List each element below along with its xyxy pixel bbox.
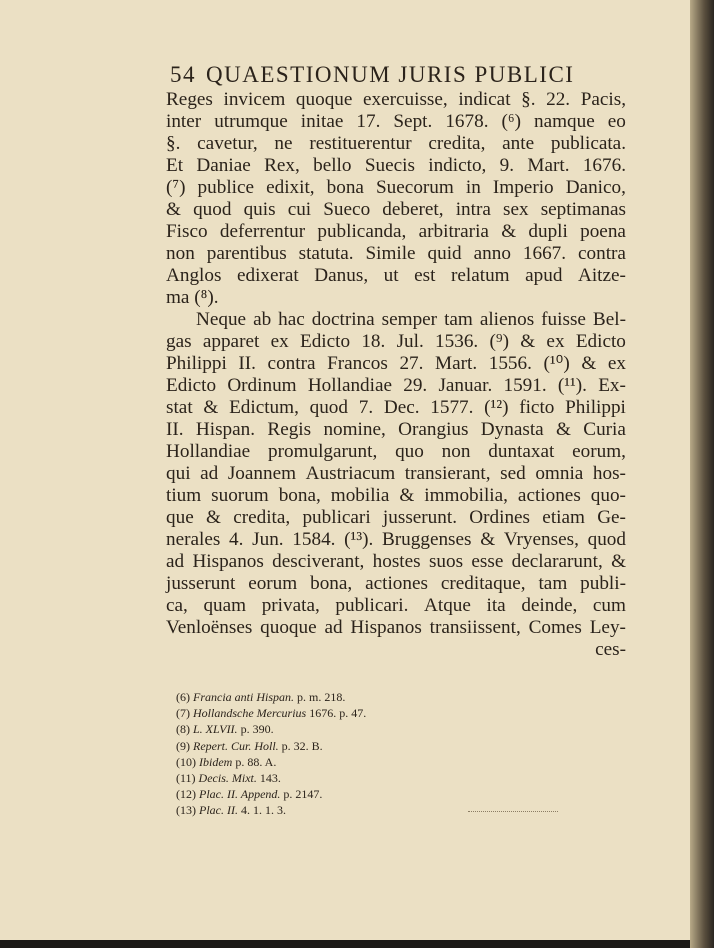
footnote	[176, 770, 476, 786]
footnote	[176, 689, 476, 705]
footnote	[176, 802, 476, 818]
text-line: Venloënses quoque ad Hispanos transiissent, Comes Ley-	[166, 617, 626, 638]
text-line: non parentibus statuta. Simile quid anno 1667. contra	[166, 243, 626, 264]
page-number: 54	[170, 62, 196, 87]
text-line: Fisco deferrentur publicanda, arbitraria & dupli poena	[166, 221, 626, 242]
text-line: tium suorum bona, mobilia & immobilia, actiones quo-	[166, 485, 626, 506]
text-line: ad Hispanos desciverant, hostes suos esse declararunt, &	[166, 551, 626, 572]
footnote-ref: p. 2147.	[283, 787, 323, 802]
text-line: Neque ab hac doctrina semper tam alienos fuisse Bel-	[196, 309, 626, 330]
footnote	[176, 754, 476, 770]
text-line: ca, quam privata, publicari. Atque ita deinde, cum	[166, 595, 626, 616]
running-header	[170, 62, 630, 88]
footnote-source: L. XLVII.	[193, 722, 238, 737]
footnote-mark: (11)	[176, 771, 196, 786]
footnote-ref: 143.	[259, 771, 281, 786]
footnote-mark: (10)	[176, 754, 196, 769]
footnote-source: Decis. Mixt.	[198, 771, 257, 786]
footnote-ref: p. 390.	[240, 722, 274, 737]
footnote-source: Francia anti Hispan.	[193, 690, 294, 704]
footnote-mark: (13)	[176, 803, 196, 818]
footnote-source: Plac. II. Append.	[199, 787, 281, 802]
text-line: Reges invicem quoque exercuisse, indicat §. 22. Pacis,	[166, 89, 626, 110]
text-line: inter utrumque initae 17. Sept. 1678. (⁶) namque eo	[166, 111, 626, 132]
text-line: (⁷) publice edixit, bona Suecorum in Imperio Danico,	[166, 177, 626, 198]
footnote-source: Repert. Cur. Holl.	[193, 738, 279, 753]
text-line: II. Hispan. Regis nomine, Orangius Dynasta & Curia	[166, 419, 626, 440]
text-line: ma (⁸).	[166, 287, 219, 308]
text-line: que & credita, publicari jusserunt. Ordines etiam Ge-	[166, 507, 626, 528]
footnote-mark: (6)	[176, 690, 190, 704]
footnotes	[176, 689, 476, 819]
footnote-mark: (9)	[176, 738, 190, 753]
footnote-source: Plac. II.	[199, 803, 238, 818]
text-line: gas apparet ex Edicto 18. Jul. 1536. (⁹) & ex Edicto	[166, 331, 626, 352]
text-line: §. cavetur, ne restituerentur credita, ante publicata.	[166, 133, 626, 154]
text-line: Anglos edixerat Danus, ut est relatum apud Aitze-	[166, 265, 626, 286]
text-line: & quod quis cui Sueco deberet, intra sex septimanas	[166, 199, 626, 220]
footnote	[176, 721, 476, 737]
text-line: Edicto Ordinum Hollandiae 29. Januar. 1591. (¹¹). Ex-	[166, 375, 626, 396]
footnote-mark: (7)	[176, 706, 190, 721]
footnote-mark: (8)	[176, 722, 190, 737]
footnote-ref: p. m. 218.	[297, 690, 346, 704]
text-line: nerales 4. Jun. 1584. (¹³). Bruggenses & Vryenses, quod	[166, 529, 626, 550]
footnote-ref: 4. 1. 1. 3.	[240, 803, 286, 818]
footnote-ref: p. 88. A.	[235, 754, 277, 769]
footnote-source: Hollandsche Mercurius	[193, 706, 307, 721]
footnote-ref: 1676. p. 47.	[309, 706, 367, 721]
footnote	[176, 786, 476, 802]
footnote-source: Ibidem	[199, 754, 233, 769]
running-title: QUAESTIONUM JURIS PUBLICI	[206, 62, 575, 87]
footnote-ref: p. 32. B.	[281, 738, 323, 753]
text-line: Philippi II. contra Francos 27. Mart. 1556. (¹⁰) & ex	[166, 353, 626, 374]
text-line: qui ad Joannem Austriacum transierant, sed omnia hos-	[166, 463, 626, 484]
text-line: Et Daniae Rex, bello Suecis indicto, 9. Mart. 1676.	[166, 155, 626, 176]
text-line: Hollandiae promulgarunt, quo non duntaxat eorum,	[166, 441, 626, 462]
bleed-through-marks	[468, 810, 558, 812]
footnote	[176, 705, 476, 721]
footnote	[176, 738, 476, 754]
book-edge	[690, 0, 714, 948]
main-text	[166, 89, 626, 661]
text-line: stat & Edictum, quod 7. Dec. 1577. (¹²) ficto Philippi	[166, 397, 626, 418]
text-line: jusserunt eorum bona, actiones creditaque, tam publi-	[166, 573, 626, 594]
footnote-mark: (12)	[176, 787, 196, 802]
catchword: ces-	[595, 639, 626, 660]
